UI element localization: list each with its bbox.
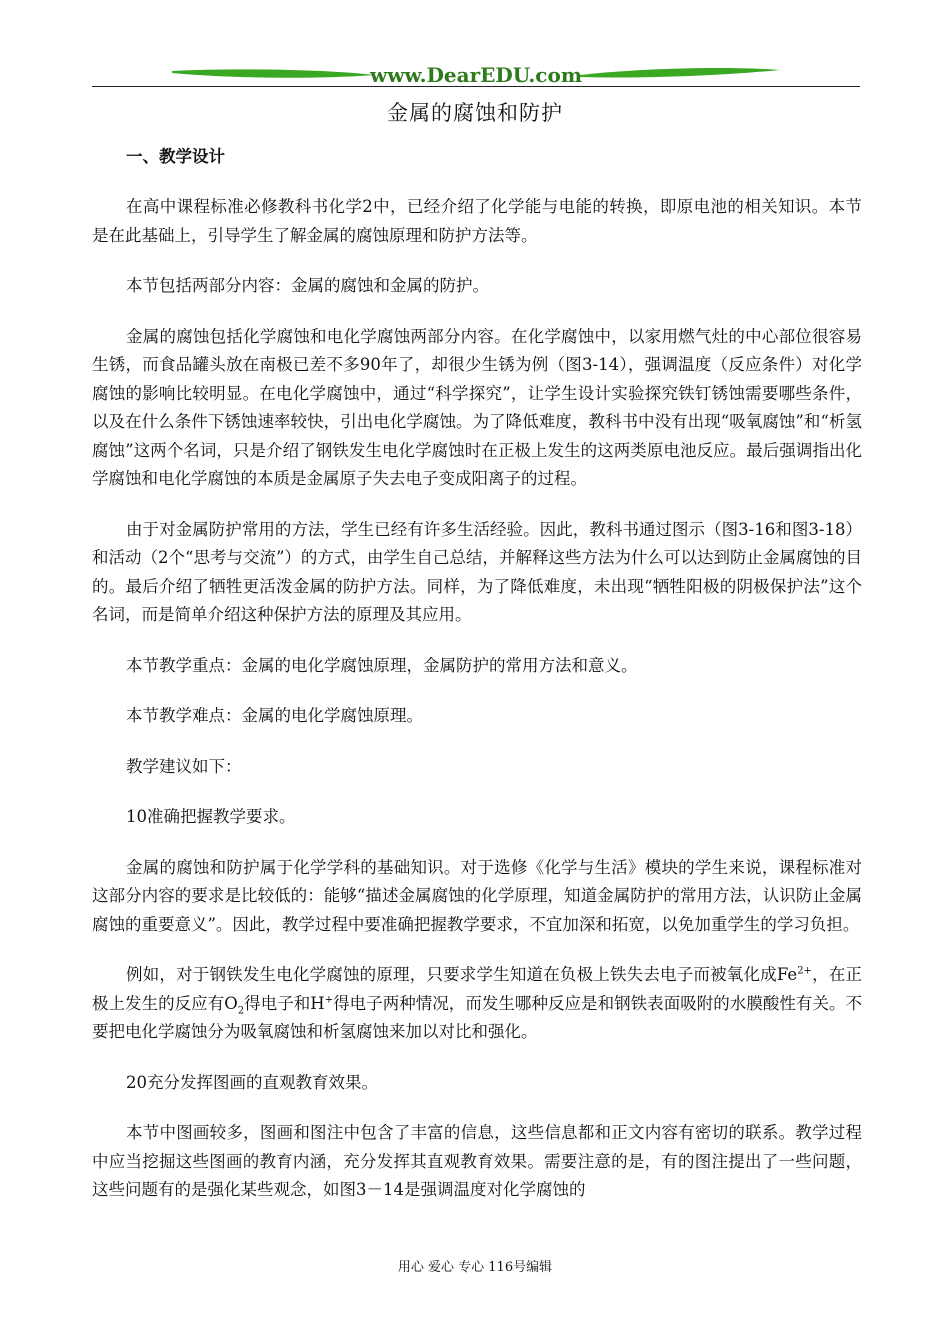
example-text-1: 例如，对于钢铁发生电化学腐蚀的原理，只要求学生知道在负极上铁失去电子而被氧化成Fe	[126, 965, 798, 984]
paragraph-requirements: 金属的腐蚀和防护属于化学学科的基础知识。对于选修《化学与生活》模块的学生来说，课程标准对这部分内容的要求是比较低的：能够“描述金属腐蚀的化学原理，知道金属防护的常用方法，认识防止金属腐蚀的重要意义”。因此，教学过程中要准确把握教学要求，不宜加深和拓宽，以免加重学生的学习负担。	[92, 857, 862, 934]
paragraph-images: 本节中图画较多，图画和图注中包含了丰富的信息，这些信息都和正文内容有密切的联系。教学过程中应当挖掘这些图画的教育内涵，充分发挥其直观教育效果。需要注意的是，有的图注提出了一些问题，这些问题有的是强化某些观念，如图3－14是强调温度对化学腐蚀的	[92, 1123, 862, 1199]
paragraph-item-2: 20充分发挥图画的直观教育效果。	[126, 1072, 378, 1092]
paragraph-focus: 本节教学重点：金属的电化学腐蚀原理，金属防护的常用方法和意义。	[126, 655, 638, 675]
example-sub-1: 2	[237, 1004, 245, 1016]
header-banner-logo	[170, 62, 782, 88]
example-sup-2: +	[324, 994, 334, 1005]
example-text-3: 得电子和H	[244, 993, 325, 1013]
paragraph-1: 在高中课程标准必修教科书化学2中，已经介绍了化学能与电能的转换，即原电池的相关知识。本节是在此基础上，引导学生了解金属的腐蚀原理和防护方法等。	[92, 197, 862, 245]
right-swoosh-icon	[580, 68, 780, 78]
paragraph-3: 金属的腐蚀包括化学腐蚀和电化学腐蚀两部分内容。在化学腐蚀中，以家用燃气灶的中心部位很容易生锈，而食品罐头放在南极已差不多90年了，却很少生锈为例（图3-14），强调温度（反应条件）对化学腐蚀的影响比较明显。在电化学腐蚀中，通过“科学探究”，让学生设计实验探究铁钉锈蚀需要哪些条件，以及在什么条件下锈蚀速率较快，引出电化学腐蚀。为了降低难度，教科书中没有出现“吸氧腐蚀”和“析氢腐蚀”这两个名词，只是介绍了钢铁发生电化学腐蚀时在正极上发生的这两类原电池反应。最后强调指出化学腐蚀和电化学腐蚀的本质是金属原子失去电子变成阳离子的过程。	[92, 326, 862, 488]
example-text-4: 得电子两种情况，而发生哪种反应是和钢铁表面吸附的水膜酸性有关。不要把电化学腐蚀分为吸氧腐蚀和析氢腐蚀来加以对比和强化。	[92, 993, 863, 1041]
page-footer: 用心 爱心 专心 116号编辑	[397, 1260, 553, 1275]
paragraph-difficulty: 本节教学难点：金属的电化学腐蚀原理。	[126, 706, 423, 725]
document-body	[92, 142, 862, 1205]
paragraph-4: 由于对金属防护常用的方法，学生已经有许多生活经验。因此，教科书通过图示（图3-16和图3-18）和活动（2个“思考与交流”）的方式，由学生自己总结，并解释这些方法为什么可以达到防止金属腐蚀的目的。最后介绍了牺牲更活泼金属的防护方法。同样，为了降低难度，未出现“牺牲阳极的阴极保护法”这个名词，而是简单介绍这种保护方法的原理及其应用。	[92, 519, 862, 624]
example-text-2: ，在正极上发生的反应有O	[92, 965, 863, 1013]
header-rule	[92, 86, 860, 87]
paragraph-item-1: 10准确把握教学要求。	[126, 807, 296, 826]
left-swoosh-icon	[172, 69, 375, 77]
section-heading: 一、教学设计	[126, 147, 225, 166]
banner-text: www.DearEDU.com	[369, 63, 583, 87]
page-title: 金属的腐蚀和防护	[387, 101, 563, 125]
paragraph-2: 本节包括两部分内容：金属的腐蚀和金属的防护。	[126, 276, 489, 295]
example-sup-1: 2+	[797, 965, 812, 977]
paragraph-suggestions: 教学建议如下：	[126, 756, 242, 776]
paragraph-example	[92, 961, 862, 1047]
